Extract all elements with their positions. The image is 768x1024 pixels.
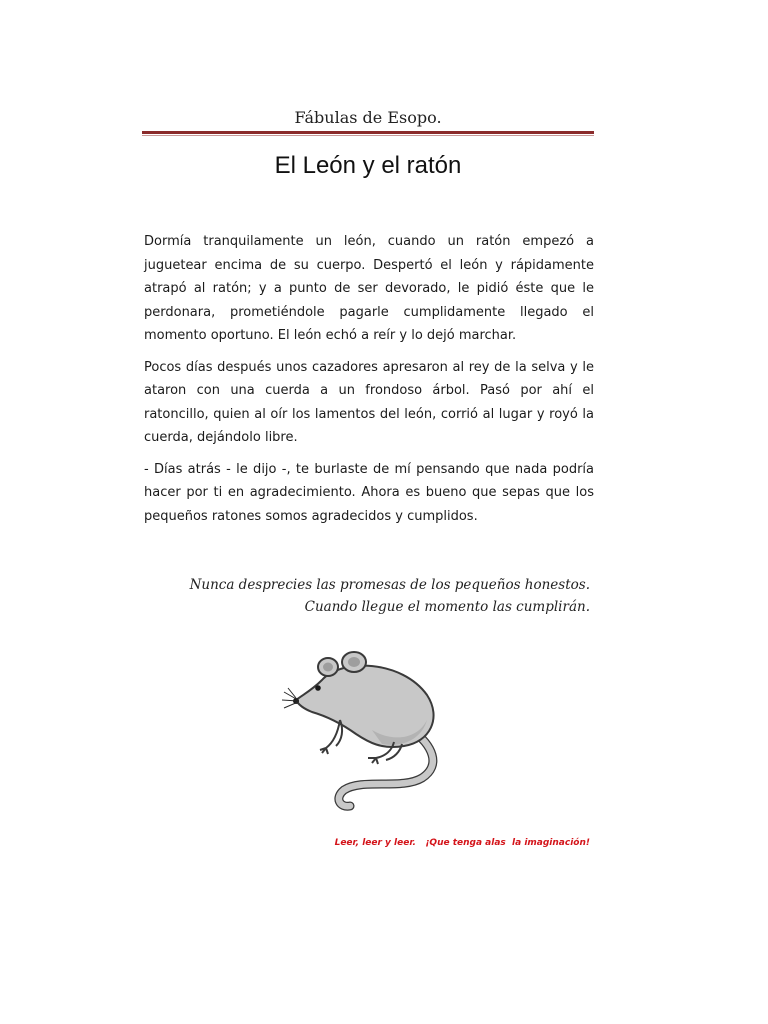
mouse-eye [315, 685, 321, 691]
paragraph: Dormía tranquilamente un león, cuando un ratón empezó a juguetear encima de su cuerpo. Despertó el león y rápidamente atrapó al ratón; y a punto de ser devorado, le pidió éste que le perdonara, prometiéndole pagarle cumplidamente llegado el momento oportuno. El león echó a reír y lo dejó marchar. [144, 234, 594, 343]
header-divider-shadow [142, 135, 594, 136]
page-title: El León y el ratón [274, 152, 462, 179]
footer-slogan: Leer, leer y leer. ¡Que tenga alas la imaginación! [334, 838, 590, 848]
paragraph: Pocos días después unos cazadores apresaron al rey de la selva y le ataron con una cuerda a un frondoso árbol. Pasó por ahí el ratoncillo, quien al oír los lamentos del león, corrió al lugar y royó la cuerda, dejándolo libre. [144, 359, 594, 445]
mouse-illustration-icon [282, 650, 452, 815]
fable-body [144, 230, 594, 536]
header-divider [142, 131, 594, 134]
mouse-front-leg [320, 720, 340, 754]
document-header: Fábulas de Esopo. [294, 108, 442, 127]
paragraph: - Días atrás - le dijo -, te burlaste de mí pensando que nada podría hacer por ti en agradecimiento. Ahora es bueno que sepas que los pequeños ratones somos agradecidos y cumplidos. [144, 461, 594, 524]
mouse-whiskers [282, 688, 298, 708]
moral-text: Nunca desprecies las promesas de los pequeños honestos. Cuando llegue el momento las cumplirán. [189, 577, 590, 615]
